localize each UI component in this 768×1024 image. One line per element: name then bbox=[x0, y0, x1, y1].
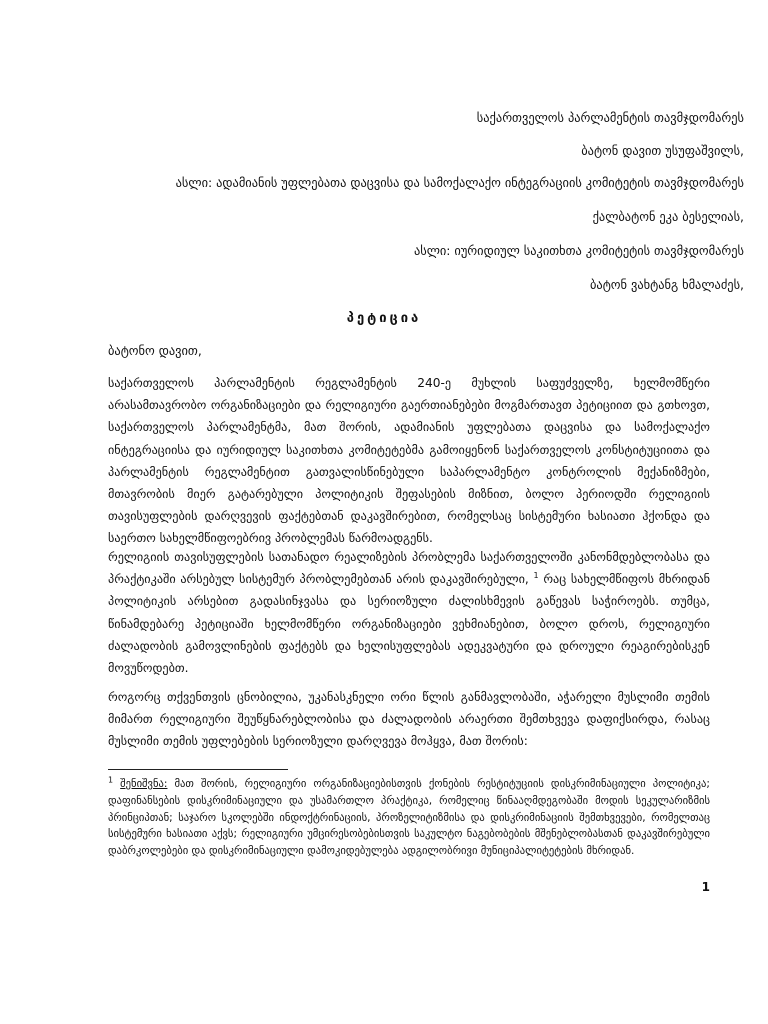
footnote-text: მათ შორის, რელიგიური ორგანიზაციებისთვის ქონების რესტიტუციის დისკრიმინაციული პოლიტიკა; დაფინანსების დისკრიმინაციული და უსამართლო პრაქტიკა, რომელიც წინააღმდეგობაში მოდის სეკულარიზმის პრინციპთან; საჯარო სკოლებში ინდოქტრინაციის, პროზელიტიზმისა და დისკრიმინაციის შემთხვევები, რომელთაც სისტემური ხასიათი აქვს; რელიგიური უმცირესობებისთვის საკულტო ნაგებობების მშენებლობასთან დაკავშირებული დაბრკოლებები და დისკრიმინაციული დამოკიდებულება ადგილობრივი მუნიციპალიტეტების მხრიდან. bbox=[108, 778, 710, 858]
addressee-line-3: ასლი: ადამიანის უფლებათა დაცვისა და სამოქალაქო ინტეგრაციის კომიტეტის თავმჯდომარეს bbox=[175, 175, 744, 190]
salutation: ბატონო დავით, bbox=[108, 343, 202, 358]
footnote-label: შენიშვნა: bbox=[120, 778, 168, 790]
footnote bbox=[108, 776, 710, 860]
footnote-separator bbox=[108, 769, 288, 770]
paragraph-2-text-b: რაც სახელმწიფოს მხრიდან პოლიტიკის არსებით გადასინჯვასა და სერიოზული ძალისხმევის გაწევას საჭიროებს. თუმცა, წინამდებარე პეტიციაში ხელმომწერი ორგანიზაციები ვეხმიანებით, ბოლო დროს, რელიგიური ძალადობის გამოვლინების ფაქტებს და ხელისუფლებას ადეკვატური და დროული რეაგირებისკენ მოვუწოდებთ. bbox=[108, 572, 710, 676]
paragraph-2-text-a: რელიგიის თავისუფლების სათანადო რეალიზების პრობლემა საქართველოში კანონმდებლობასა და პრაქტიკაში არსებულ სისტემურ პრობლემებთან არის დაკავშირებული, bbox=[108, 550, 710, 587]
addressee-line-4: ქალბატონ ეკა ბესელიას, bbox=[592, 209, 744, 224]
page-number: 1 bbox=[701, 880, 710, 894]
addressee-line-2: ბატონ დავით უსუფაშვილს, bbox=[581, 143, 744, 158]
paragraph-2 bbox=[108, 546, 710, 679]
addressee-line-6: ბატონ ვახტანგ ხმალაძეს, bbox=[590, 277, 744, 292]
addressee-line-5: ასლი: იურიდიულ საკითხთა კომიტეტის თავმჯდომარეს bbox=[413, 243, 744, 258]
paragraph-3: როგორც თქვენთვის ცნობილია, უკანასკნელი ორი წლის განმავლობაში, აჭარელი მუსლიმი თემის მიმართ რელიგიური შეუწყნარებლობისა და ძალადობის არაერთი შემთხვევა დაფიქსირდა, რასაც მუსლიმი თემის უფლებების სერიოზული დარღვევა მოჰყვა, მათ შორის: bbox=[108, 690, 710, 749]
footnote-reference[interactable]: 1 bbox=[533, 571, 539, 581]
paragraph-1: საქართველოს პარლამენტის რეგლამენტის 240-ე მუხლის საფუძველზე, ხელმომწერი არასამთავრობო ორგანიზაციები და რელიგიური გაერთიანებები მოგმართავთ პეტიციით და გთხოვთ, საქართველოს პარლამენტმა, მათ შორის, ადამიანის უფლებათა დაცვისა და სამოქალაქო ინტეგრაციისა და იურიდიულ საკითხთა კომიტეტებმა გამოიყენონ საქართველოს კონსტიტუციითა და პარლამენტის რეგლამენტით გათვალისწინებული საპარლამენტო კონტროლის მექანიზმები, მთავრობის მიერ გატარებული პოლიტიკის შეფასების მიზნით, ბოლო პერიოდში რელიგიის თავისუფლების დარღვევის ფაქტებთან დაკავშირებით, რომელსაც სისტემური ხასიათი ჰქონდა და საერთო სახელმწიფოებრივ პრობლემას წარმოადგენს. bbox=[108, 376, 710, 546]
footnote-mark: 1 bbox=[108, 775, 114, 785]
addressee-line-1: საქართველოს პარლამენტის თავმჯდომარეს bbox=[476, 110, 744, 125]
document-title: პეტიცია bbox=[346, 311, 422, 326]
